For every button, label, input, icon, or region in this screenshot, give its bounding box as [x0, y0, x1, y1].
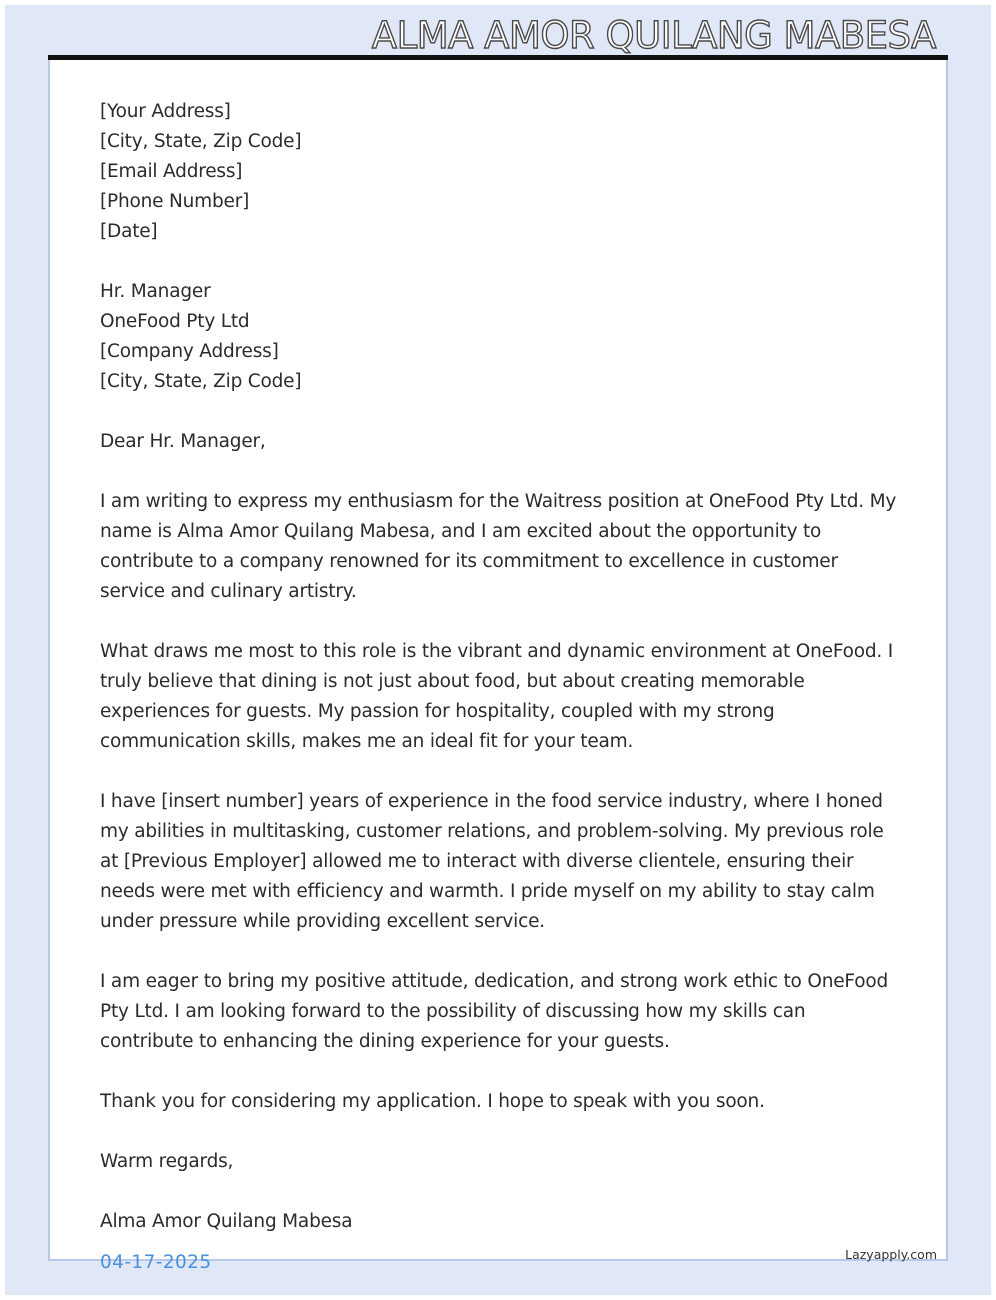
- paragraph-experience: I have [insert number] years of experience in the food service industry, where I honed my abilities in multitasking, customer relations, and problem-solving. My previous role at [Previous Employer] allowed me to interact with diverse clientele, ensuring their needs were met with efficiency and warmth. I pride myself on my ability to stay calm under pressure while providing excellent service.: [100, 791, 884, 932]
- recipient-address: [Company Address]: [100, 341, 279, 362]
- sender-address: [Your Address]: [100, 101, 231, 122]
- recipient-city-state-zip: [City, State, Zip Code]: [100, 371, 302, 392]
- paragraph-intro: I am writing to express my enthusiasm for the Waitress position at OneFood Pty Ltd. My name is Alma Amor Quilang Mabesa, and I am excited about the opportunity to contribute to a company renowned for its commitment to excellence in customer service and culinary artistry.: [100, 491, 897, 602]
- applicant-name-heading: ALMA AMOR QUILANG MABESA: [371, 14, 936, 57]
- closing: Warm regards,: [100, 1151, 234, 1172]
- sender-phone: [Phone Number]: [100, 191, 250, 212]
- sender-city-state-zip: [City, State, Zip Code]: [100, 131, 302, 152]
- recipient-company: OneFood Pty Ltd: [100, 311, 250, 332]
- letter-body: [100, 97, 900, 1237]
- watermark: Lazyapply.com: [845, 1247, 937, 1262]
- sender-date: [Date]: [100, 221, 158, 242]
- recipient-title: Hr. Manager: [100, 281, 211, 302]
- sender-email: [Email Address]: [100, 161, 243, 182]
- paragraph-motivation: What draws me most to this role is the vibrant and dynamic environment at OneFood. I truly believe that dining is not just about food, but about creating memorable experiences for guests. My passion for hospitality, coupled with my strong communication skills, makes me an ideal fit for your team.: [100, 641, 894, 752]
- signature: Alma Amor Quilang Mabesa: [100, 1211, 353, 1232]
- paragraph-thanks: Thank you for considering my application. I hope to speak with you soon.: [100, 1091, 765, 1112]
- paragraph-eagerness: I am eager to bring my positive attitude, dedication, and strong work ethic to OneFood Pty Ltd. I am looking forward to the possibility of discussing how my skills can contribute to enhancing the dining experience for your guests.: [100, 971, 888, 1052]
- salutation: Dear Hr. Manager,: [100, 431, 266, 452]
- letter-date: 04-17-2025: [100, 1252, 212, 1273]
